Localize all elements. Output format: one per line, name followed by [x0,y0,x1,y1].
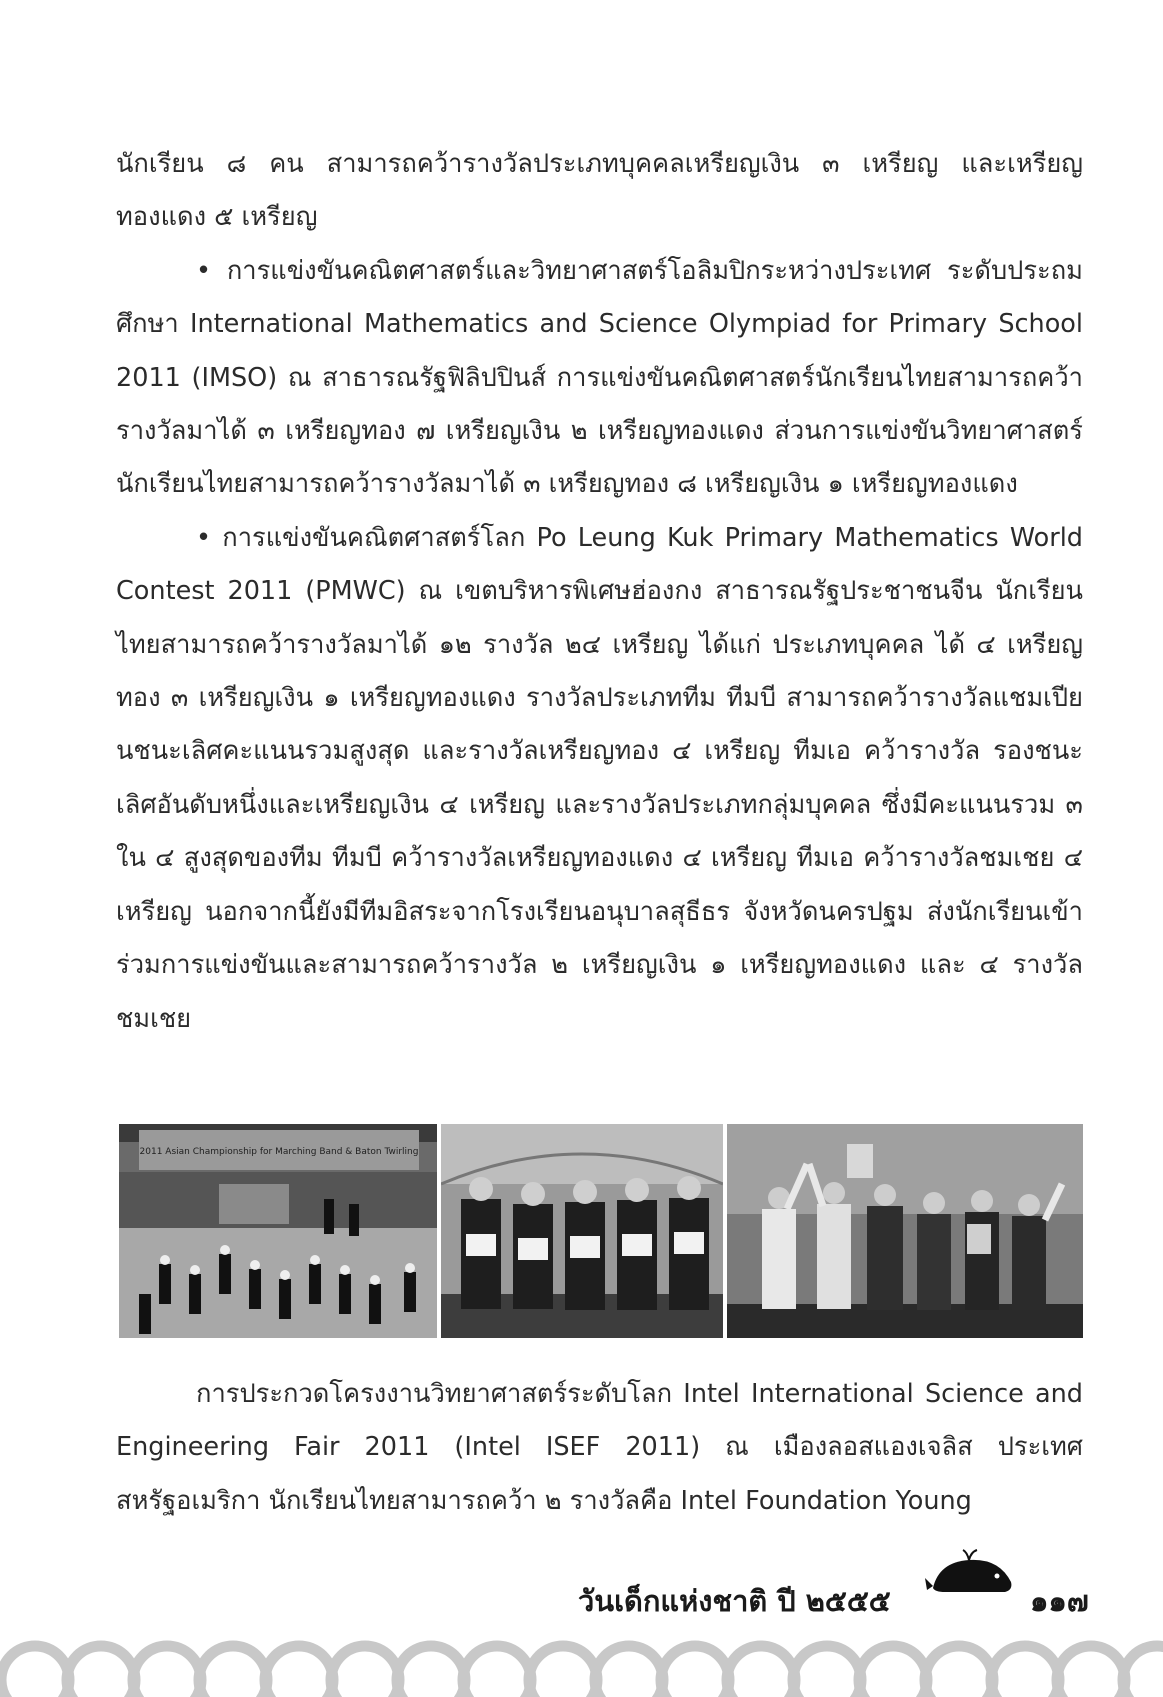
footer-title: วันเด็กแห่งชาติ ปี ๒๕๕๕ [578,1584,891,1618]
banner-text: 2011 Asian Championship for Marching Band & Baton Twirling [139,1147,419,1157]
decorative-arches [0,1618,1163,1697]
paragraph-continued: นักเรียน ๘ คน สามารถคว้ารางวัลประเภทบุคคลเหรียญเงิน ๓ เหรียญ และเหรียญทองแดง ๕ เหรียญ [116,149,1083,233]
body-text [116,138,1083,1046]
page-number: ๑๑๗ [1030,1584,1089,1618]
paragraph-imso: • การแข่งขันคณิตศาสตร์และวิทยาศาสตร์โอลิมปิกระหว่างประเทศ ระดับประถมศึกษา International Mathematics and Science Olympiad for Primary School 2011 (IMSO) ณ สาธารณรัฐฟิลิปปินส์ การแข่งขันคณิตศาสตร์นักเรียนไทยสามารถคว้ารางวัลมาได้ ๓ เหรียญทอง ๗ เหรียญเงิน ๒ เหรียญทองแดง ส่วนการแข่งขันวิทยาศาสตร์ นักเรียนไทยสามารถคว้ารางวัลมาได้ ๓ เหรียญทอง ๘ เหรียญเงิน ๑ เหรียญทองแดง [116,255,1083,500]
paragraph-pmwc: • การแข่งขันคณิตศาสตร์โลก Po Leung Kuk Primary Mathematics World Contest 2011 (PMWC) ณ เขตบริหารพิเศษฮ่องกง สาธารณรัฐประชาชนจีน นักเรียนไทยสามารถคว้ารางวัลมาได้ ๑๒ รางวัล ๒๔ เหรียญ ได้แก่ ประเภทบุคคล ได้ ๔ เหรียญทอง ๓ เหรียญเงิน ๑ เหรียญทองแดง รางวัลประเภททีม ทีมบี สามารถคว้ารางวัลแชมเปียนชนะเลิศคะแนนรวมสูงสุด และรางวัลเหรียญทอง ๔ เหรียญ ทีมเอ คว้ารางวัล รองชนะเลิศอันดับหนึ่งและเหรียญเงิน ๔ เหรียญ และรางวัลประเภทกลุ่มบุคคล ซึ่งมีคะแนนรวม ๓ ใน ๔ สูงสุดของทีม ทีมบี คว้ารางวัลเหรียญทองแดง ๔ เหรียญ ทีมเอ คว้ารางวัลชมเชย ๔ เหรียญ นอกจากนี้ยังมีทีมอิสระจากโรงเรียนอนุบาลสุธีธร จังหวัดนครปฐม ส่งนักเรียนเข้าร่วมการแข่งขันและสามารถคว้ารางวัล ๒ เหรียญเงิน ๑ เหรียญทองแดง และ ๔ รางวัลชมเชย [116,522,1083,1034]
photo-marching-band [119,1124,437,1338]
photo-celebrating-students [727,1124,1083,1338]
whale-icon [925,1548,1017,1594]
photo-medal-winners [441,1124,723,1338]
body-text-lower [116,1368,1083,1528]
paragraph-intel-isef: การประกวดโครงงานวิทยาศาสตร์ระดับโลก Intel International Science and Engineering Fair 2011 (Intel ISEF 2011) ณ เมืองลอสแองเจลิส ประเทศสหรัฐอเมริกา นักเรียนไทยสามารถคว้า ๒ รางวัลคือ Intel Foundation Young [116,1379,1083,1516]
photo-strip [119,1124,1083,1338]
